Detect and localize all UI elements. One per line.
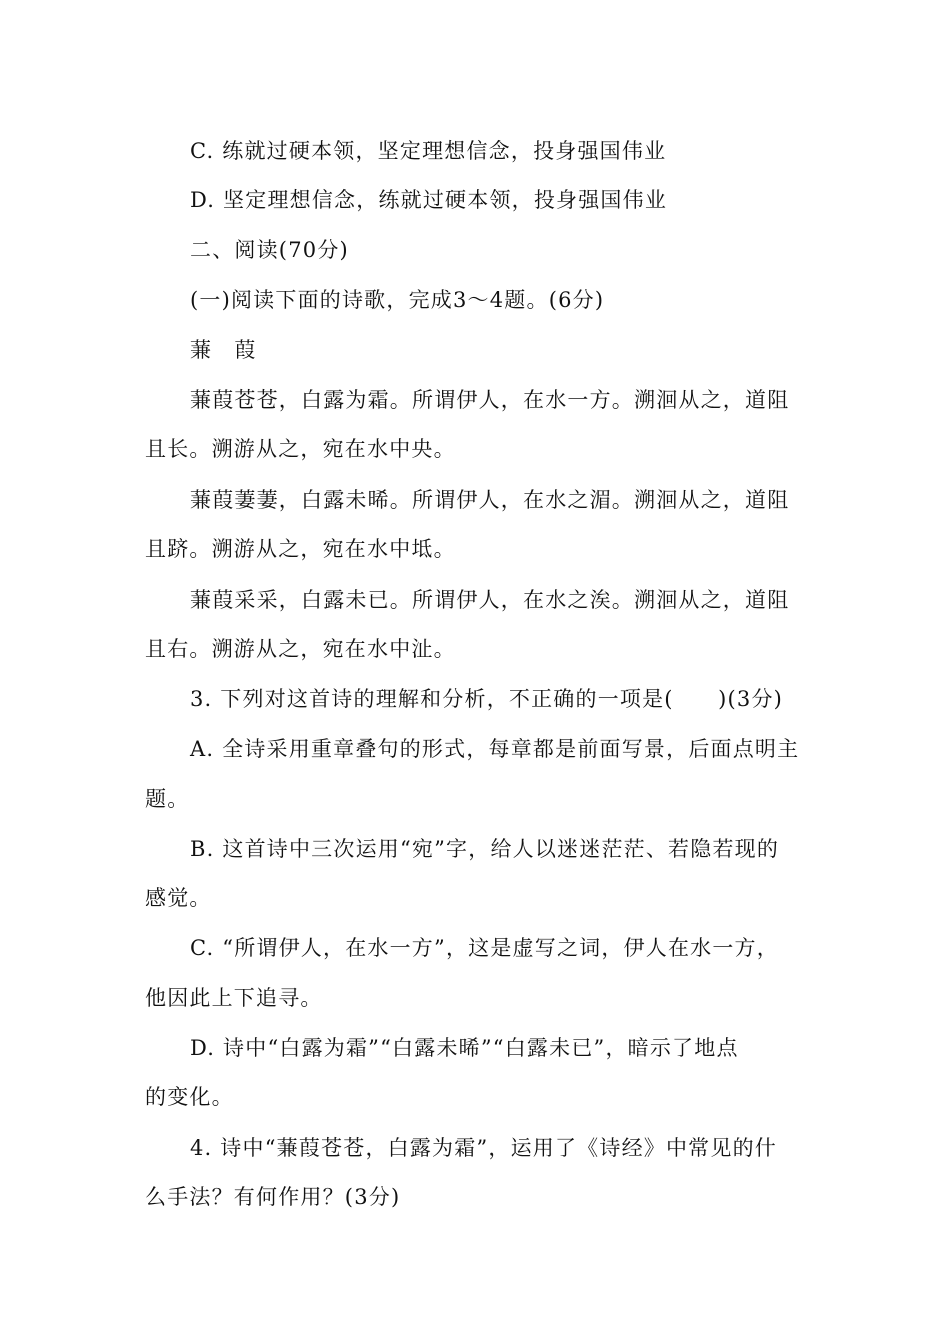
poem-stanza-1-line-2: 且长。溯游从之，宛在水中央。 [145,437,456,461]
poem-stanza-2-line-2: 且跻。溯游从之，宛在水中坻。 [145,537,456,561]
question-3-option-b-line-2: 感觉。 [145,886,212,910]
question-4-line-1: 4. 诗中“蒹葭苍苍，白露为霜”，运用了《诗经》中常见的什 [190,1136,777,1160]
option-c-prev: C. 练就过硬本领，坚定理想信念，投身强国伟业 [190,139,667,163]
poem-title: 蒹 葭 [190,338,257,362]
question-4-line-2: 么手法？有何作用？(3分) [145,1185,401,1209]
poem-stanza-3-line-1: 蒹葭采采，白露未已。所谓伊人，在水之涘。溯洄从之，道阻 [190,588,790,612]
question-3-option-d-line-2: 的变化。 [145,1085,234,1109]
poem-stanza-3-line-2: 且右。溯游从之，宛在水中沚。 [145,637,456,661]
question-3: 3. 下列对这首诗的理解和分析，不正确的一项是( )(3分) [190,687,784,711]
question-3-option-d-line-1: D. 诗中“白露为霜”“白露未晞”“白露未已”，暗示了地点 [190,1036,739,1060]
poem-stanza-2-line-1: 蒹葭萋萋，白露未晞。所谓伊人，在水之湄。溯洄从之，道阻 [190,488,790,512]
question-3-option-b-line-1: B. 这首诗中三次运用“宛”字，给人以迷迷茫茫、若隐若现的 [190,837,780,861]
option-d-prev: D. 坚定理想信念，练就过硬本领，投身强国伟业 [190,188,668,212]
section-heading-reading: 二、阅读(70分) [190,238,349,262]
question-3-option-a-line-2: 题。 [145,787,190,811]
question-3-option-c-line-2: 他因此上下追寻。 [145,986,323,1010]
poem-stanza-1-line-1: 蒹葭苍苍，白露为霜。所谓伊人，在水一方。溯洄从之，道阻 [190,388,790,412]
question-3-option-a-line-1: A. 全诗采用重章叠句的形式，每章都是前面写景，后面点明主 [190,737,800,761]
subsection-heading-poem: (一)阅读下面的诗歌，完成3～4题。(6分) [190,288,605,312]
question-3-option-c-line-1: C. “所谓伊人，在水一方”，这是虚写之词，伊人在水一方， [190,936,779,960]
